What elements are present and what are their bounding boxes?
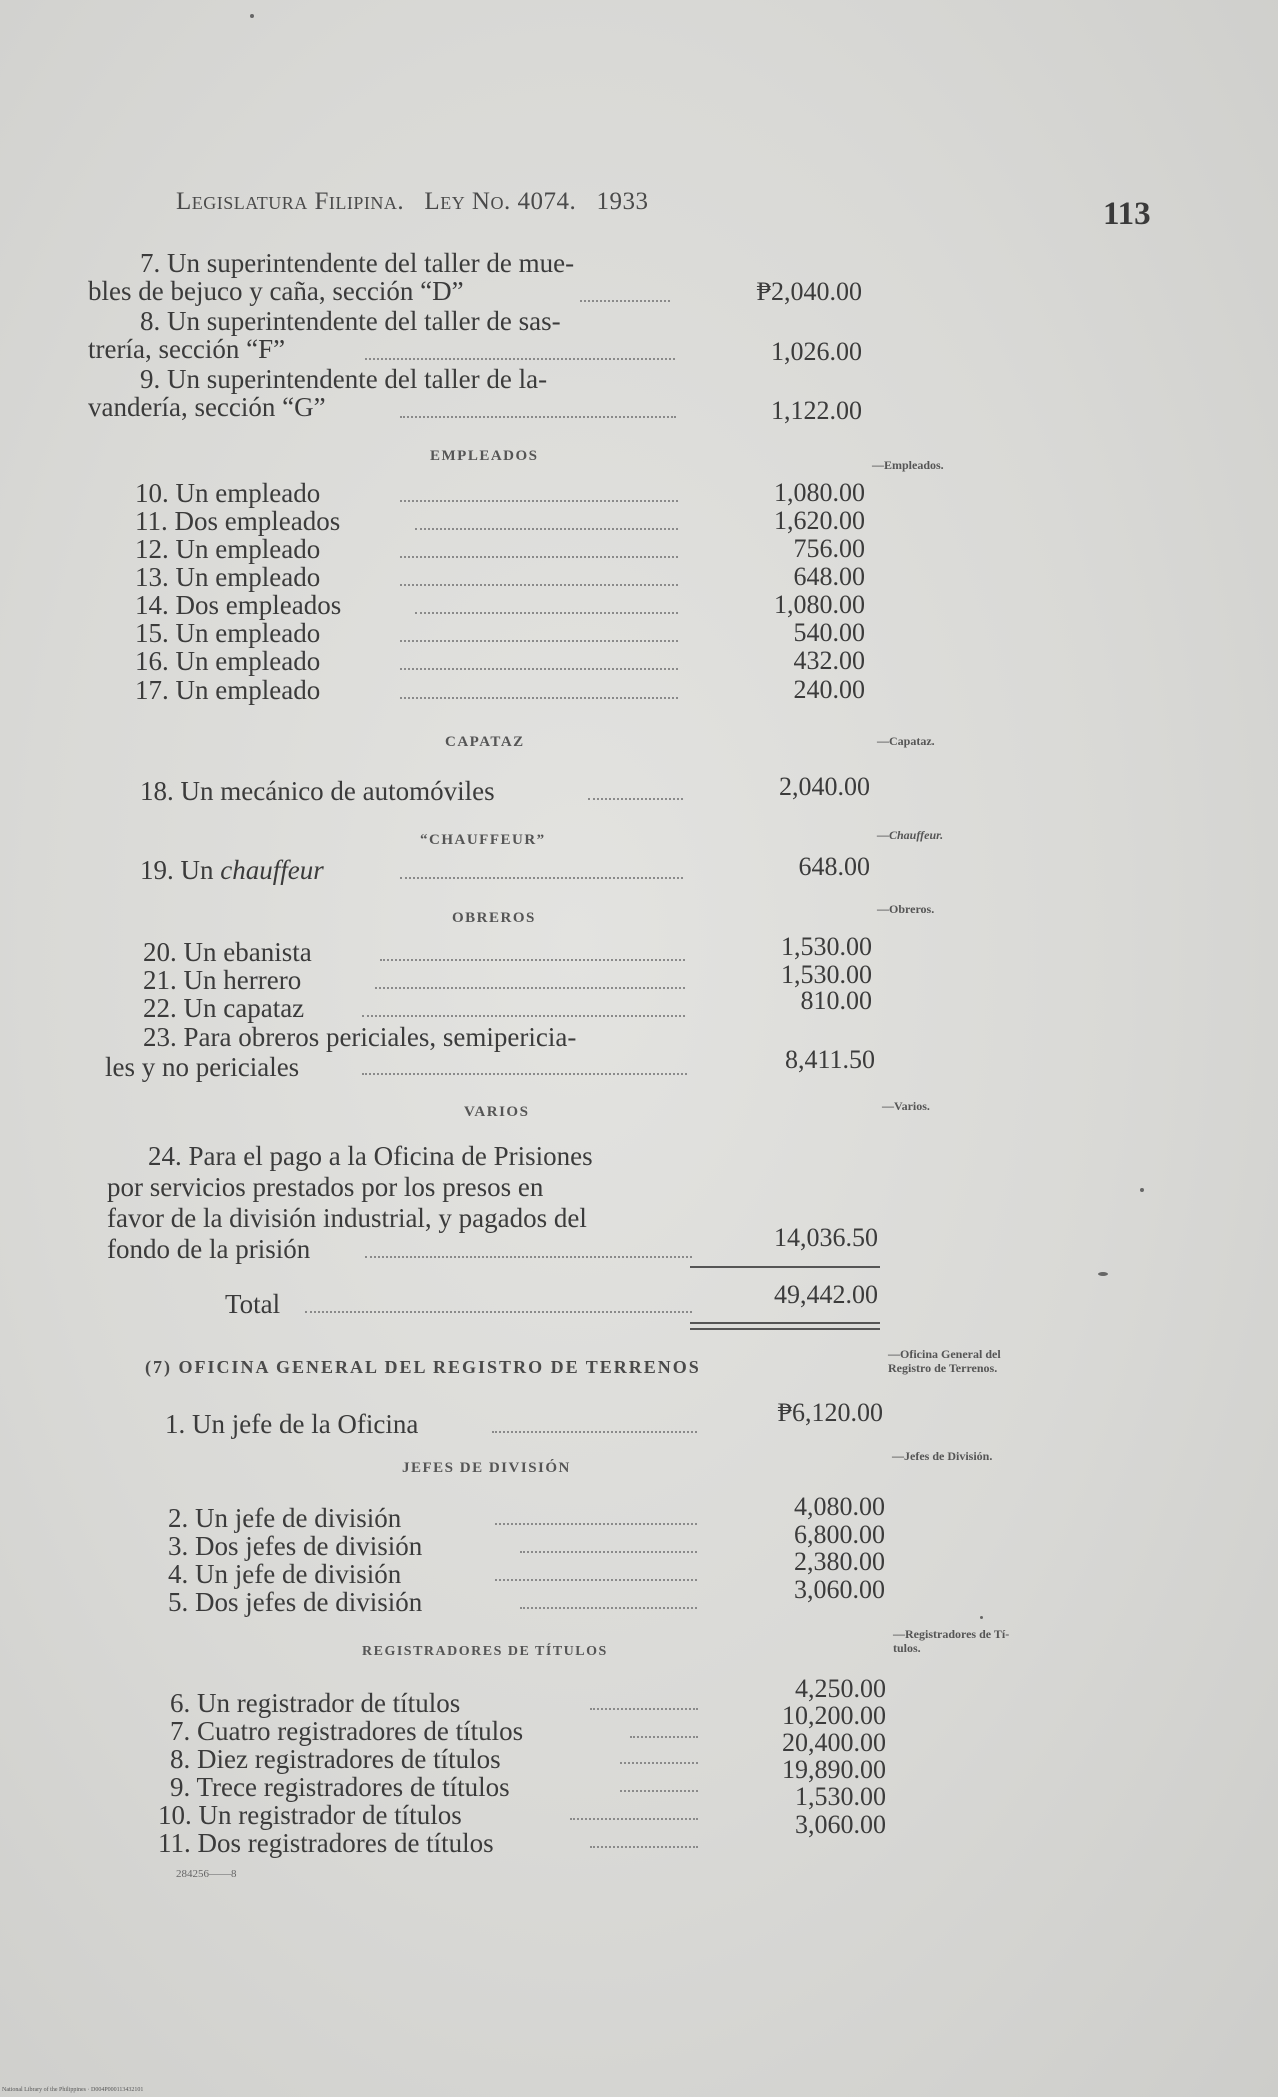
- heading-capataz: CAPATAZ: [445, 734, 525, 750]
- reg-item-4: 4. Un jefe de división: [168, 1559, 402, 1589]
- item-15: 15. Un empleado: [135, 618, 321, 648]
- leader-dots: [495, 1523, 697, 1525]
- item-9-amount: 1,122.00: [771, 396, 862, 425]
- reg-item-2: 2. Un jefe de división: [168, 1503, 402, 1533]
- reg-item-2-amount: 4,080.00: [794, 1492, 885, 1521]
- item-23-amount: 8,411.50: [784, 1045, 875, 1074]
- margin-note-varios: —Varios.: [882, 1099, 930, 1113]
- reg-item-1: 1. Un jefe de la Oficina: [165, 1409, 419, 1439]
- leader-dots: [362, 1015, 685, 1017]
- item-7-amount: ₱2,040.00: [756, 277, 862, 306]
- leader-dots: [590, 1846, 698, 1848]
- reg-item-8: 8. Diez registradores de títulos: [170, 1744, 501, 1774]
- item-24-line2: por servicios prestados por los presos en: [107, 1172, 544, 1202]
- leader-dots: [495, 1579, 697, 1581]
- item-24-line3: favor de la división industrial, y pagados del: [107, 1203, 587, 1233]
- leader-dots: [375, 987, 685, 989]
- header-year: 1933: [596, 188, 649, 215]
- leader-dots: [590, 1708, 698, 1710]
- leader-dots: [400, 640, 678, 642]
- reg-item-6-amount: 4,250.00: [795, 1674, 886, 1703]
- leader-dots: [520, 1607, 697, 1609]
- paper-speck: [1098, 1272, 1108, 1276]
- reg-item-11: 11. Dos registradores de títulos: [158, 1828, 494, 1858]
- margin-note-registradores-line2: tulos.: [893, 1641, 921, 1655]
- leader-dots: [415, 528, 678, 530]
- margin-note-registradores: [893, 1627, 1009, 1655]
- margin-note-empleados: —Empleados.: [872, 458, 944, 472]
- heading-jefes: JEFES DE DIVISIÓN: [402, 1460, 571, 1476]
- header-left: Legislatura Filipina.: [176, 188, 405, 215]
- item-15-amount: 540.00: [793, 618, 865, 647]
- margin-note-chauffeur: —Chauffeur.: [877, 828, 944, 842]
- item-17-amount: 240.00: [793, 675, 865, 704]
- item-20: 20. Un ebanista: [143, 937, 312, 967]
- item-14-amount: 1,080.00: [774, 590, 865, 619]
- margin-note-registradores-line1: —Registradores de Tí-: [893, 1627, 1010, 1641]
- reg-item-9: 9. Trece registradores de títulos: [170, 1772, 510, 1802]
- leader-dots: [400, 416, 676, 418]
- item-8-amount: 1,026.00: [771, 337, 862, 366]
- item-24-line1: 24. Para el pago a la Oficina de Prisiones: [148, 1141, 593, 1171]
- total-amount: 49,442.00: [774, 1280, 878, 1309]
- item-21: 21. Un herrero: [143, 965, 302, 995]
- item-20-amount: 1,530.00: [781, 932, 872, 961]
- leader-dots: [570, 1818, 698, 1820]
- margin-note-oficina: [888, 1347, 1001, 1375]
- leader-dots: [580, 300, 670, 302]
- total-rule-1: [690, 1322, 880, 1324]
- paper-speck: [250, 14, 254, 18]
- item-19-italic: chauffeur: [220, 855, 324, 885]
- reg-item-5: 5. Dos jefes de división: [168, 1587, 423, 1617]
- item-24-amount: 14,036.50: [774, 1223, 878, 1252]
- reg-item-7-amount: 10,200.00: [782, 1701, 886, 1730]
- item-7-line1: 7. Un superintendente del taller de mue-: [140, 248, 575, 278]
- item-11-amount: 1,620.00: [774, 506, 865, 535]
- item-22: 22. Un capataz: [143, 993, 305, 1023]
- item-9-line2: vandería, sección “G”: [88, 392, 326, 422]
- margin-note-jefes: —Jefes de División.: [892, 1449, 993, 1463]
- leader-dots: [400, 668, 678, 670]
- item-14: 14. Dos empleados: [135, 590, 342, 620]
- paper-speck: [1140, 1188, 1144, 1192]
- margin-note-obreros: —Obreros.: [877, 902, 935, 916]
- item-8-line1: 8. Un superintendente del taller de sas-: [140, 306, 561, 336]
- leader-dots: [588, 798, 683, 800]
- heading-registradores: REGISTRADORES DE TÍTULOS: [362, 1644, 608, 1659]
- reg-item-3-amount: 6,800.00: [794, 1520, 885, 1549]
- item-16: 16. Un empleado: [135, 646, 321, 676]
- reg-item-11-amount: 3,060.00: [795, 1810, 886, 1839]
- leader-dots: [520, 1551, 697, 1553]
- leader-dots: [365, 1256, 692, 1258]
- leader-dots: [365, 358, 675, 360]
- item-19: [140, 855, 324, 885]
- item-23-line2: les y no periciales: [105, 1052, 300, 1082]
- item-19-prefix: 19. Un: [140, 855, 221, 885]
- item-12: 12. Un empleado: [135, 534, 321, 564]
- heading-chauffeur: “CHAUFFEUR”: [420, 832, 546, 848]
- leader-dots: [400, 500, 678, 502]
- reg-item-5-amount: 3,060.00: [794, 1575, 885, 1604]
- item-24-line4: fondo de la prisión: [107, 1234, 311, 1264]
- reg-item-4-amount: 2,380.00: [794, 1547, 885, 1576]
- running-header: [176, 188, 649, 216]
- reg-item-10-amount: 1,530.00: [795, 1782, 886, 1811]
- reg-item-1-amount: ₱6,120.00: [777, 1398, 883, 1427]
- item-22-amount: 810.00: [800, 986, 872, 1015]
- margin-note-oficina-line2: Registro de Terrenos.: [888, 1361, 998, 1375]
- item-7-line2: bles de bejuco y caña, sección “D”: [88, 276, 464, 306]
- item-16-amount: 432.00: [793, 646, 865, 675]
- reg-item-8-amount: 20,400.00: [782, 1728, 886, 1757]
- sum-rule: [690, 1266, 880, 1268]
- leader-dots: [362, 1073, 687, 1075]
- item-18-amount: 2,040.00: [779, 772, 870, 801]
- item-10: 10. Un empleado: [135, 478, 321, 508]
- item-17: 17. Un empleado: [135, 675, 321, 705]
- item-23-line1: 23. Para obreros periciales, semipericia-: [143, 1022, 577, 1052]
- header-law: Ley No. 4074.: [424, 188, 577, 215]
- reg-item-10: 10. Un registrador de títulos: [158, 1800, 462, 1830]
- item-9-line1: 9. Un superintendente del taller de la-: [140, 364, 548, 394]
- heading-empleados: EMPLEADOS: [430, 448, 539, 464]
- item-18: 18. Un mecánico de automóviles: [140, 776, 495, 806]
- reg-item-6: 6. Un registrador de títulos: [170, 1688, 461, 1718]
- margin-note-oficina-line1: —Oficina General del: [888, 1347, 1001, 1361]
- leader-dots: [305, 1311, 692, 1313]
- paper-speck: [980, 1616, 983, 1619]
- heading-varios: VARIOS: [464, 1104, 530, 1120]
- margin-note-capataz: —Capataz.: [877, 734, 935, 748]
- item-21-amount: 1,530.00: [781, 960, 872, 989]
- printer-signature: 284256——8: [176, 1868, 237, 1880]
- leader-dots: [400, 584, 678, 586]
- reg-item-9-amount: 19,890.00: [782, 1755, 886, 1784]
- item-13: 13. Un empleado: [135, 562, 321, 592]
- item-11: 11. Dos empleados: [135, 506, 341, 536]
- heading-obreros: OBREROS: [452, 910, 536, 926]
- item-10-amount: 1,080.00: [774, 478, 865, 507]
- section-title: (7) OFICINA GENERAL DEL REGISTRO DE TERRENOS: [145, 1357, 701, 1377]
- leader-dots: [400, 556, 678, 558]
- leader-dots: [380, 959, 685, 961]
- item-19-amount: 648.00: [798, 852, 870, 881]
- reg-item-7: 7. Cuatro registradores de títulos: [170, 1716, 524, 1746]
- leader-dots: [492, 1431, 697, 1433]
- page-number: 113: [1103, 196, 1151, 232]
- total-rule-2: [690, 1328, 880, 1330]
- leader-dots: [415, 612, 678, 614]
- item-13-amount: 648.00: [793, 562, 865, 591]
- leader-dots: [400, 877, 683, 879]
- leader-dots: [400, 697, 678, 699]
- item-8-line2: trería, sección “F”: [88, 334, 286, 364]
- scan-credit: National Library of the Philippines · D004P000113432101: [2, 2087, 144, 2093]
- item-12-amount: 756.00: [793, 534, 865, 563]
- total-label: Total: [225, 1289, 281, 1319]
- reg-item-3: 3. Dos jefes de división: [168, 1531, 423, 1561]
